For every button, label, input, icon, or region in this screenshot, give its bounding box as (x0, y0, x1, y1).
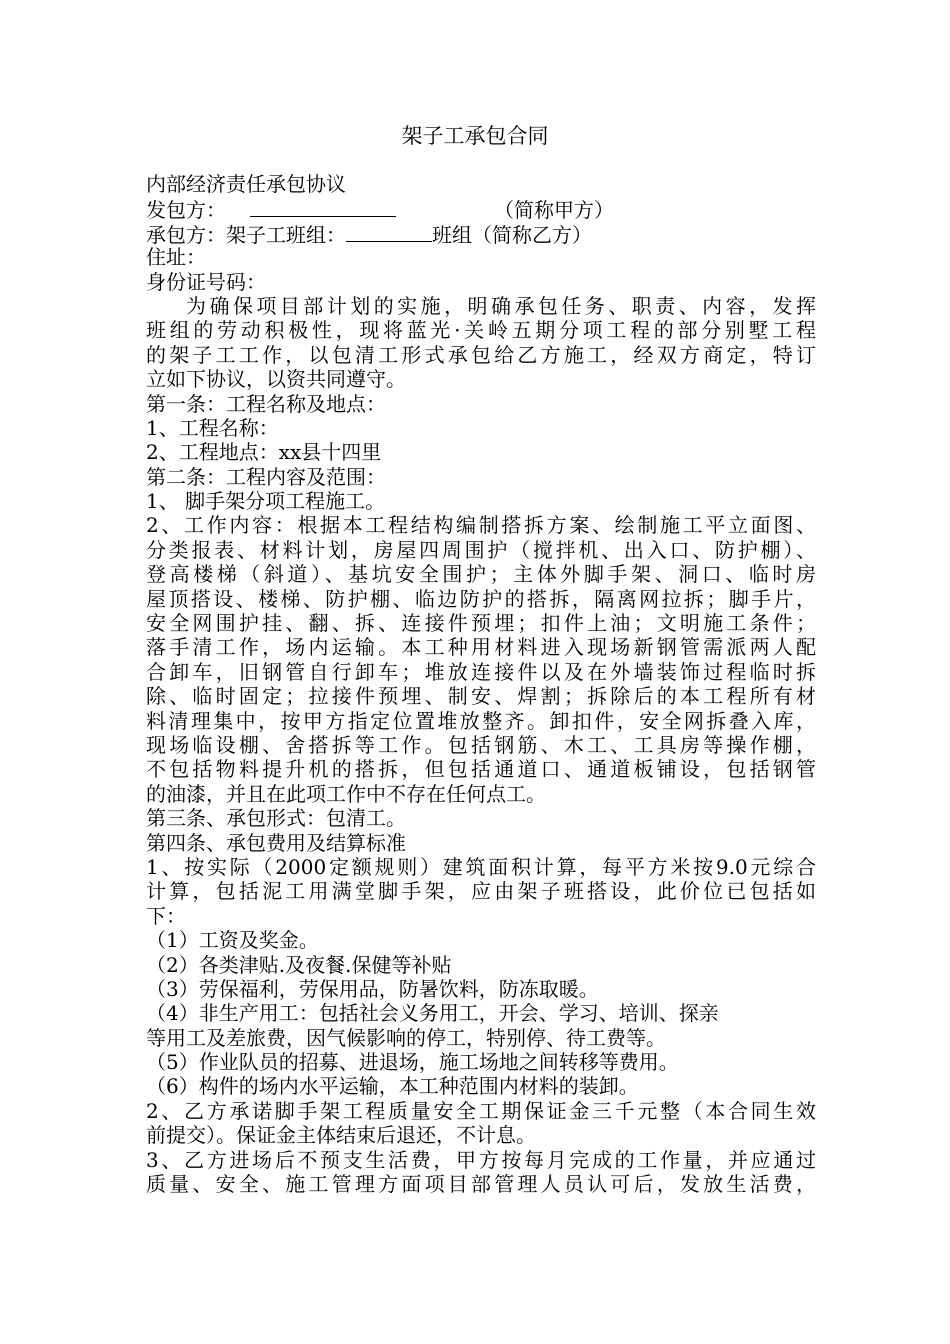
document-body (146, 172, 816, 1196)
article4-item2-line: 前提交）。保证金主体结束后退还，不计息。 (146, 1123, 536, 1148)
article2-item2-line: 合卸车，旧钢管自行卸车；堆放连接件以及在外墙装饰过程临时拆 (146, 659, 816, 684)
intro-line: 的架子工工作，以包清工形式承包给乙方施工，经双方商定，特订 (146, 342, 816, 367)
party-b-blank (346, 221, 432, 242)
article2-item1: 1、 脚手架分项工程施工。 (146, 489, 386, 514)
article2-item2-line: 安全网围护挂、翻、拆、连接件预埋；扣件上油；文明施工条件； (146, 611, 816, 636)
address-line: 住址： (146, 245, 206, 270)
article2-heading: 第二条：工程内容及范围： (146, 464, 386, 489)
intro-line: 班组的劳动积极性，现将蓝光·关岭五期分项工程的部分别墅工程 (146, 318, 816, 343)
document-title: 架子工承包合同 (401, 124, 549, 148)
article2-item2-line: 2、工作内容：根据本工程结构编制搭拆方案、绘制施工平立面图、 (146, 513, 816, 538)
article3-heading: 第三条、承包形式：包清工。 (146, 806, 406, 831)
article4-sub-item: （6）构件的场内水平运输，本工种范围内材料的装卸。 (146, 1074, 639, 1099)
party-a-line (146, 196, 816, 223)
article4-item3-line: 3、乙方进场后不预支生活费，甲方按每月完成的工作量，并应通过 (146, 1147, 816, 1172)
intro-line: 立如下协议，以资共同遵守。 (146, 367, 406, 392)
article4-sub-item: （5）作业队员的招募、进退场，施工场地之间转移等费用。 (146, 1050, 679, 1075)
party-a-label: 发包方： (146, 198, 226, 223)
article4-sub-item: （1）工资及奖金。 (146, 928, 319, 953)
intro-line: 为确保项目部计划的实施，明确承包任务、职责、内容，发挥 (186, 293, 816, 318)
party-b-label: 承包方：架子工班组： (146, 222, 346, 247)
party-a-note: （简称甲方） (494, 198, 614, 223)
id-number-line: 身份证号码： (146, 269, 266, 294)
party-b-note: 班组（简称乙方） (432, 222, 592, 247)
article1-heading: 第一条：工程名称及地点： (146, 391, 386, 416)
party-b-line (146, 221, 816, 245)
party-a-blank (250, 196, 396, 217)
article4-item1-line: 下： (146, 903, 186, 928)
article4-heading: 第四条、承包费用及结算标准 (146, 830, 406, 855)
article2-item2-line: 的油漆，并且在此项工作中不存在任何点工。 (146, 781, 546, 806)
article4-item3-line: 质量、安全、施工管理方面项目部管理人员认可后，发放生活费， (146, 1172, 816, 1197)
article1-item: 2、工程地点：xx县十四里 (146, 440, 382, 465)
article2-item2-line: 现场临设棚、舍搭拆等工作。包括钢筋、木工、工具房等操作棚， (146, 732, 816, 757)
article2-item2-line: 屋顶搭设、楼梯、防护棚、临边防护的搭拆，隔离网拉拆；脚手片， (146, 586, 816, 611)
article2-item2-line: 落手清工作，场内运输。本工种用材料进入现场新钢管需派两人配 (146, 635, 816, 660)
article4-sub-item: 等用工及差旅费，因气候影响的停工，特别停、待工费等。 (146, 1025, 666, 1050)
article2-item2-line: 不包括物料提升机的搭拆，但包括通道口、通道板铺设，包括钢管 (146, 757, 816, 782)
article2-item2-line: 分类报表、材料计划，房屋四周围护（搅拌机、出入口、防护棚）、 (146, 537, 816, 562)
article2-item2-line: 除、临时固定；拉接件预埋、制安、焊割；拆除后的本工程所有材 (146, 684, 816, 709)
article4-sub-item: （4）非生产用工：包括社会义务用工，开会、学习、培训、探亲 (146, 1001, 719, 1026)
article2-item2-line: 登高楼梯（斜道）、基坑安全围护；主体外脚手架、洞口、临时房 (146, 562, 816, 587)
article1-item: 1、工程名称： (146, 415, 279, 440)
article4-item1-line: 计算，包括泥工用满堂脚手架，应由架子班搭设，此价位已包括如 (146, 879, 816, 904)
article4-sub-item: （2）各类津贴.及夜餐.保健等补贴 (146, 952, 452, 977)
subtitle: 内部经济责任承包协议 (146, 172, 346, 196)
article4-item2-line: 2、乙方承诺脚手架工程质量安全工期保证金三千元整（本合同生效 (146, 1098, 816, 1123)
article4-item1-line: 1、按实际（2000定额规则）建筑面积计算，每平方米按9.0元综合 (146, 854, 816, 879)
article4-sub-item: （3）劳保福利，劳保用品，防暑饮料，防冻取暖。 (146, 976, 599, 1001)
article2-item2-line: 料清理集中，按甲方指定位置堆放整齐。卸扣件，安全网拆叠入库， (146, 708, 816, 733)
